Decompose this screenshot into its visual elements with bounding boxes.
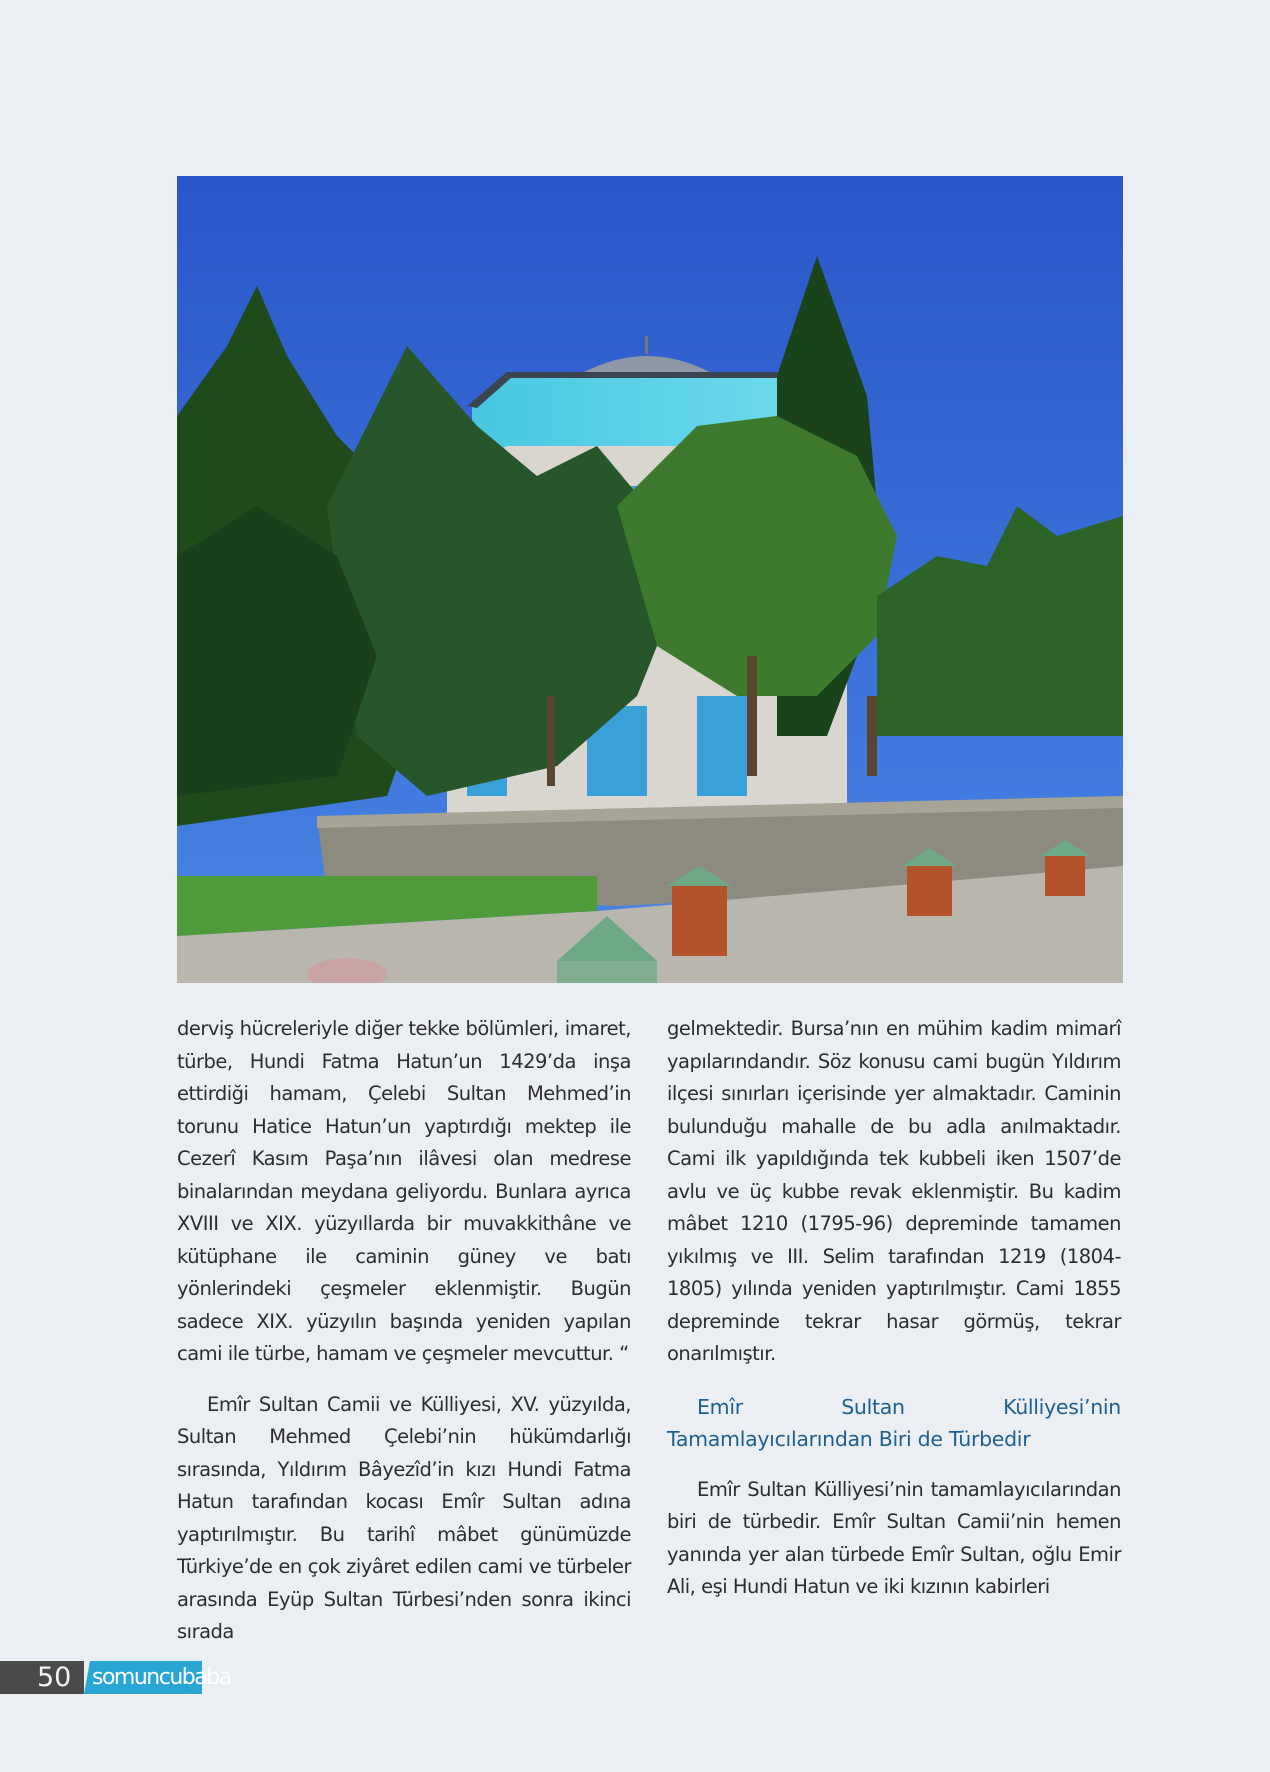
left-column — [177, 1013, 631, 1649]
brand-logo: somuncubaba — [92, 1665, 231, 1690]
paragraph: gelmektedir. Bursa’nın en mühim kadim mimarî yapılarındandır. Söz konusu cami bugün Yıldırım ilçesi sınırları içerisinde yer almaktadır. Caminin bulunduğu mahalle de bu adla anılmaktadır. Cami ilk yapıldığında tek kubbeli iken 1507’de avlu ve üç kubbe revak eklenmiştir. Bu kadim mâbet 1210 (1795-96) depreminde tamamen yıkılmış ve III. Selim tarafından 1219 (1804-1805) yılında yeniden yaptırılmıştır. Cami 1855 depreminde tekrar hasar görmüş, tekrar onarılmıştır. — [667, 1017, 1121, 1365]
right-column — [667, 1013, 1121, 1604]
paragraph: Emîr Sultan Camii ve Külliyesi, XV. yüzyılda, Sultan Mehmed Çelebi’nin hükümdarlığı sırasında, Yıldırım Bâyezîd’in kızı Hundi Fatma Hatun tarafından kocası Emîr Sultan adına yaptırılmıştır. Bu tarihî mâbet günümüzde Türkiye’de en çok ziyâret edilen cami ve türbeler arasında Eyüp Sultan Türbesi’nden sonra ikinci sırada — [177, 1392, 631, 1643]
paragraph: derviş hücreleriyle diğer tekke bölümleri, imaret, türbe, Hundi Fatma Hatun’un 1429’da inşa ettirdiği hamam, Çelebi Sultan Mehmed’in torunu Hatice Hatun’un yaptırdığı mektep ile Cezerî Kasım Paşa’nın ilâvesi olan medrese binalarından meydana geliyordu. Bunlara ayrıca XVIII ve XIX. yüzyıllarda bir muvakkithâne ve kütüphane ile caminin güney ve batı yönlerindeki çeşmeler eklenmiştir. Bugün sadece XIX. yüzyılın başında yeniden yapılan cami ile türbe, hamam ve çeşmeler mevcuttur. “ — [177, 1017, 631, 1365]
mausoleum-photo — [177, 176, 1123, 983]
paragraph: Emîr Sultan Külliyesi’nin tamamlayıcılarından biri de türbedir. Emîr Sultan Camii’nin hemen yanında yer alan türbede Emîr Sultan, oğlu Emir Ali, eşi Hundi Hatun ve iki kızının kabirleri — [667, 1477, 1121, 1598]
page-number: 50 — [37, 1662, 72, 1693]
section-heading: Emîr Sultan Külliyesi’nin Tamamlayıcılarından Biri de Türbedir — [667, 1394, 1121, 1451]
